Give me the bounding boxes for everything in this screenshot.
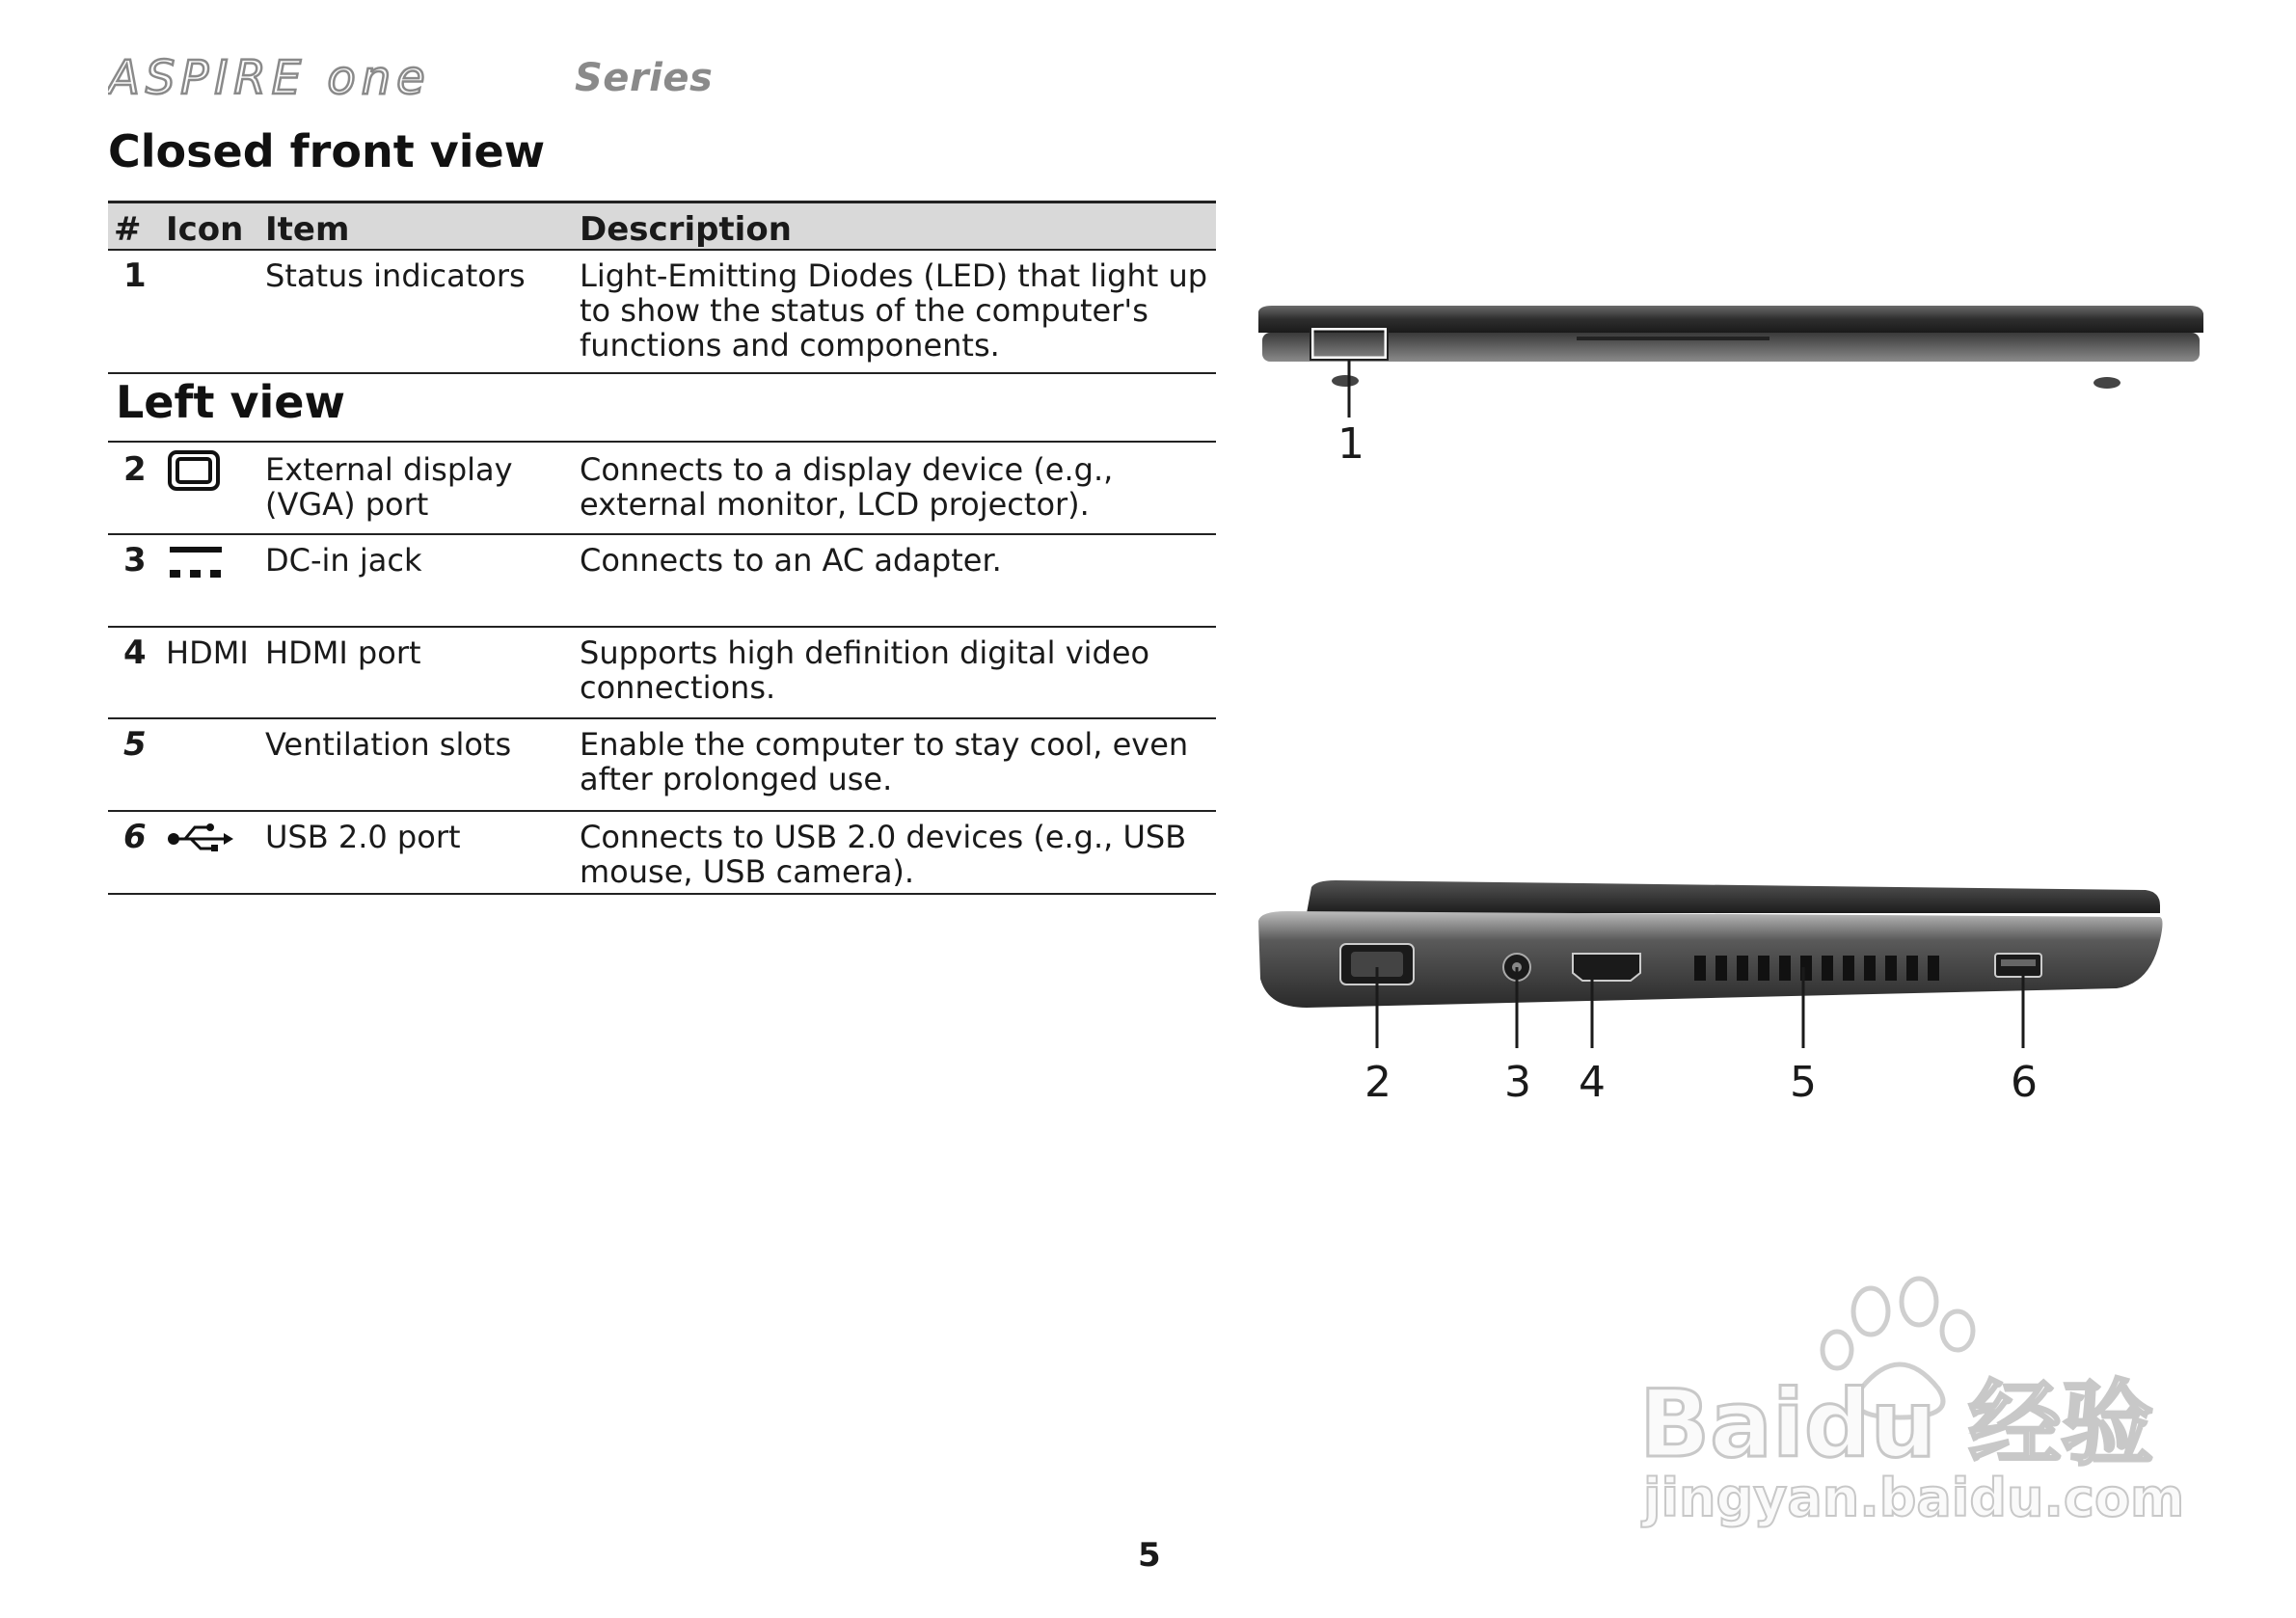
table-row	[108, 628, 1216, 719]
row-num: 5	[123, 725, 147, 764]
dc-in-icon	[166, 541, 226, 590]
watermark-url-text: jingyan.baidu.com	[1643, 1468, 2185, 1528]
left-view-title: Left view	[116, 376, 345, 428]
callout-5: 5	[1790, 1058, 1817, 1107]
col-header-icon: Icon	[166, 210, 244, 249]
aspire-one-logo	[108, 53, 561, 103]
row-item: External display (VGA) port	[265, 451, 513, 523]
row-description: Connects to an AC adapter.	[580, 542, 1002, 579]
row-item: USB 2.0 port	[265, 819, 461, 855]
laptop-lid-side	[1307, 880, 2160, 913]
row-num: 3	[123, 541, 147, 580]
row-description: Enable the computer to stay cool, even after prolonged use.	[580, 726, 1189, 797]
brand-header	[108, 53, 713, 103]
row-num: 6	[123, 818, 147, 856]
left-side-illustration	[1249, 873, 2213, 1109]
row-num: 1	[123, 256, 147, 295]
callout-2: 2	[1364, 1058, 1391, 1107]
table-row	[108, 441, 1216, 535]
row-num: 4	[123, 634, 147, 672]
baidu-watermark	[1630, 1273, 2189, 1533]
callout-1: 1	[1337, 419, 1364, 468]
row-description: Connects to a display device (e.g., external monitor, LCD projector).	[580, 451, 1114, 523]
row-item: HDMI port	[265, 634, 421, 671]
brand-series: Series	[575, 56, 714, 100]
row-description: Supports high definition digital video connections.	[580, 634, 1150, 706]
hdmi-port	[1573, 954, 1640, 981]
col-header-item: Item	[265, 210, 350, 249]
usb-icon	[166, 818, 235, 863]
table-row	[108, 719, 1216, 812]
closed-front-illustration	[1249, 294, 2213, 468]
brand-name-text: ASPIRE one	[108, 53, 431, 103]
row-item: Ventilation slots	[265, 726, 512, 763]
col-header-description: Description	[580, 210, 792, 249]
row-description: Light-Emitting Diodes (LED) that light up to show the status of the computer's functions and components.	[580, 257, 1208, 364]
callout-3: 3	[1504, 1058, 1531, 1107]
callout-6: 6	[2011, 1058, 2038, 1107]
laptop-lid-front	[1258, 306, 2203, 333]
table-row	[108, 535, 1216, 628]
watermark-main-text: Baidu 经验	[1639, 1370, 2154, 1478]
row-item: Status indicators	[265, 257, 526, 294]
row-description: Connects to USB 2.0 devices (e.g., USB mouse, USB camera).	[580, 819, 1187, 890]
table-row	[108, 251, 1216, 374]
hdmi-icon-label: HDMI	[166, 634, 249, 671]
callout-4: 4	[1579, 1058, 1606, 1107]
page-number: 5	[1138, 1536, 1161, 1575]
closed-front-view-title: Closed front view	[108, 125, 546, 177]
external-display-icon	[166, 448, 224, 499]
row-num: 2	[123, 450, 147, 489]
row-item: DC-in jack	[265, 542, 422, 579]
table-header	[108, 201, 1216, 251]
table-row	[108, 812, 1216, 895]
col-header-num: #	[114, 210, 142, 249]
